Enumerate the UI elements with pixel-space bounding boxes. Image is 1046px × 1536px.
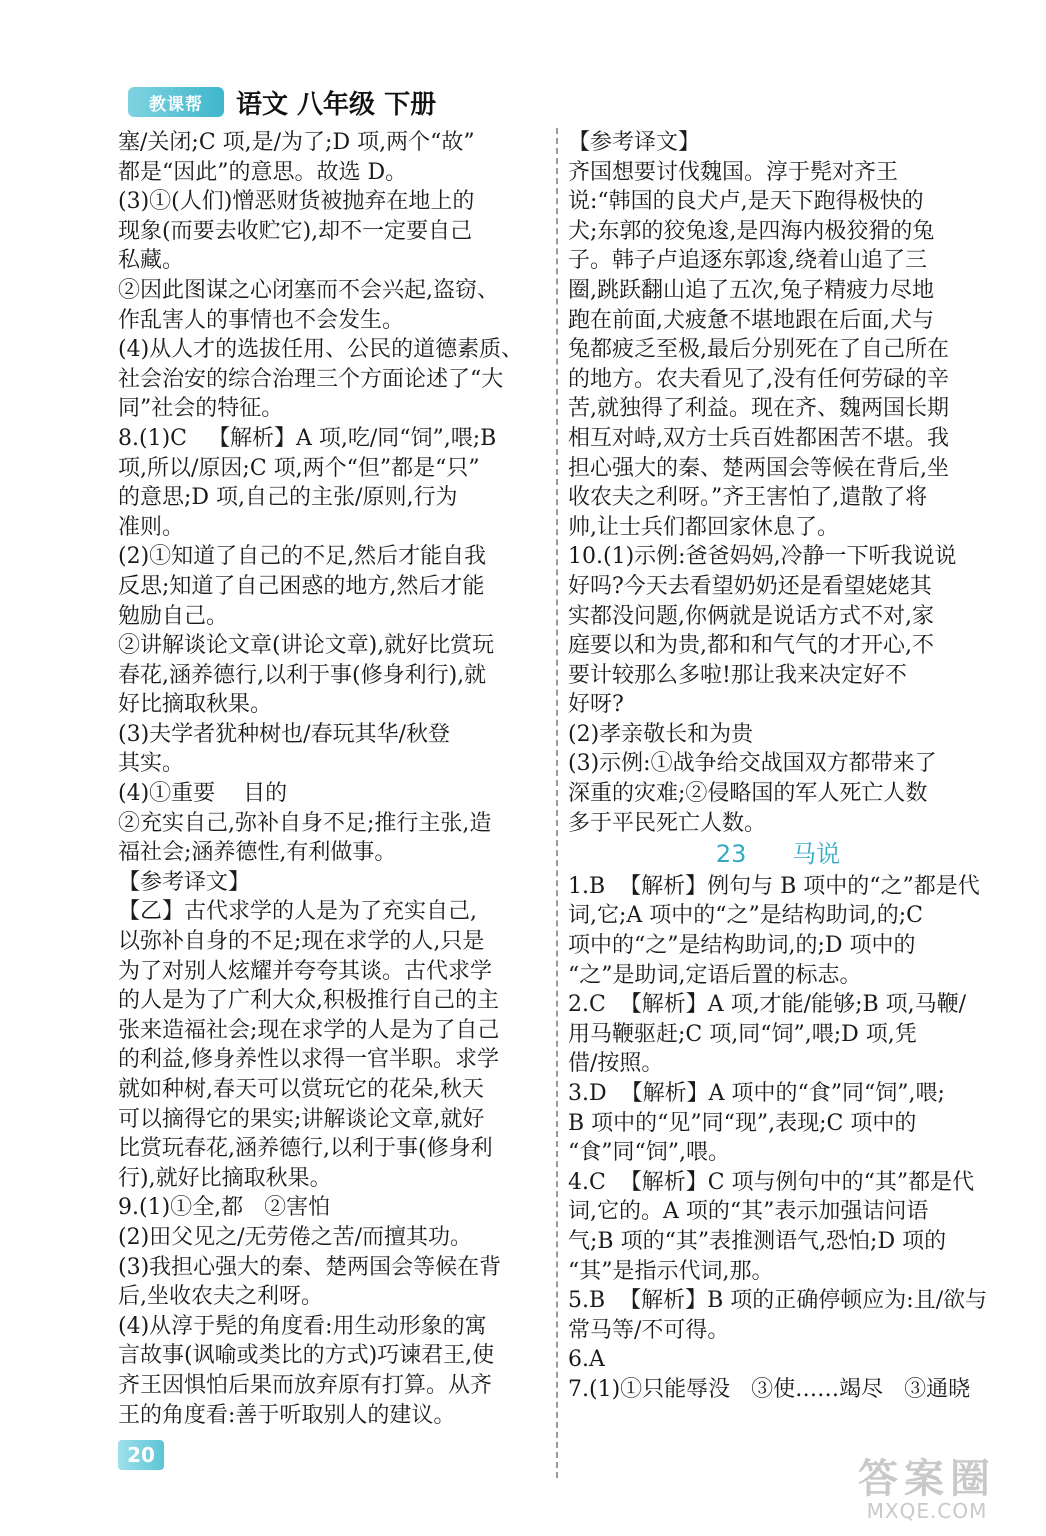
paragraph: (4)从人才的选拔任用、公民的道德素质、 社会治安的综合治理三个方面论述了“大 同”社会的特征。	[118, 337, 524, 422]
reference-translation-heading: 【参考译文】	[568, 130, 701, 155]
paragraph: (2)孝亲敬长和为贵	[568, 721, 754, 747]
paragraph: ②充实自己,弥补自身不足;推行主张,造 福社会;涵养德性,有利做事。	[118, 810, 492, 866]
paragraph: 7.(1)①只能辱没 ③使……竭尽 ③通晓	[568, 1376, 971, 1402]
translation-paragraph: 【乙】古代求学的人是为了充实自己, 以弥补自身的不足;现在求学的人,只是 为了对别人炫耀并夸夸其谈。古代求学 的人是为了广利大众,积极推行自己的主 张来造福社会;现在求学的人是为了自己 的利益,修身养性以求得一官半职。求学 就如种树,春天可以赏玩它的花朵,秋天 可以摘得它的果实;讲解谈论文章,就好 比赏玩春花,涵养德行,以利于事(修身利 行),就好比摘取秋果。	[118, 899, 500, 1191]
paragraph: (4)从淳于髡的角度看:用生动形象的寓 言故事(讽喻或类比的方式)巧谏君王,使 齐王因惧怕后果而放弃原有打算。从齐 王的角度看:善于听取别人的建议。	[118, 1313, 495, 1428]
paragraph: (3)①(人们)憎恶财货被抛弃在地上的 现象(而要去收贮它),却不一定要自己 私藏。	[118, 189, 475, 274]
section-heading	[568, 840, 988, 870]
paragraph: 10.(1)示例:爸爸妈妈,冷静一下听我说说 好吗?今天去看望奶奶还是看望姥姥其 实都没问题,你俩就是说话方式不对,家 庭要以和为贵,都和和气气的才开心,不 要计较那么多啦!那让我来决定好不 好呀?	[568, 544, 957, 718]
right-column	[568, 128, 988, 1405]
translation-paragraph: 齐国想要讨伐魏国。淳于髡对齐王 说:“韩国的良犬卢,是天下跑得极快的 犬;东郭的狡兔逡,是四海内极狡猾的兔 子。韩子卢追逐东郭逡,绕着山追了三 圈,跳跃翻山追了五次,兔子精疲力尽地 跑在前面,犬疲惫不堪地跟在后面,犬与 兔都疲乏至极,最后分别死在了自己所在 的地方。农夫看见了,没有任何劳碌的辛 苦,就独得了利益。现在齐、魏两国长期 相互对峙,双方士兵百姓都困苦不堪。我 担心强大的秦、楚两国会等候在背后,坐 收农夫之利呀。”齐王害怕了,遣散了将 帅,让士兵们都回家休息了。	[568, 159, 949, 540]
paragraph: (2)田父见之/无劳倦之苦/而擅其功。	[118, 1224, 472, 1250]
section-title: 马说	[792, 840, 841, 869]
paragraph: (4)①重要 目的	[118, 781, 288, 807]
paragraph: 1.B 【解析】例句与 B 项中的“之”都是代 词,它;A 项中的“之”是结构助词,的;C 项中的“之”是结构助词,的;D 项中的 “之”是助词,定语后置的标志。	[568, 873, 980, 988]
column-divider	[556, 128, 558, 1478]
brand-logo: 教课帮	[128, 87, 224, 117]
paragraph: (3)夫学者犹种树也/春玩其华/秋登 其实。	[118, 721, 450, 777]
paragraph: 塞/关闭;C 项,是/为了;D 项,两个“故” 都是“因此”的意思。故选 D。	[118, 130, 475, 185]
paragraph: 8.(1)C 【解析】A 项,吃/同“饲”,喂;B 项,所以/原因;C 项,两个“但”都是“只” 的意思;D 项,自己的主张/原则,行为 准则。	[118, 425, 497, 540]
watermark	[838, 1458, 1016, 1528]
reference-translation-heading: 【参考译文】	[118, 869, 251, 895]
page-header	[128, 82, 436, 122]
section-number: 23	[715, 840, 747, 869]
watermark-logo: 答案圈	[858, 1456, 996, 1502]
paragraph: 4.C 【解析】C 项与例句中的“其”都是代 词,它的。A 项的“其”表示加强诘问语 气;B 项的“其”表推测语气,恐怕;D 项的 “其”是指示代词,那。	[568, 1169, 975, 1284]
left-column	[118, 128, 546, 1430]
paragraph: ②因此图谋之心闭塞而不会兴起,盗窃、 作乱害人的事情也不会发生。	[118, 277, 499, 333]
paragraph: 2.C 【解析】A 项,才能/能够;B 项,马鞭/ 用马鞭驱赶;C 项,同“饲”,喂;D 项,凭 借/按照。	[568, 992, 967, 1077]
paragraph: (3)示例:①战争给交战国双方都带来了 深重的灾难;②侵略国的军人死亡人数 多于平民死亡人数。	[568, 751, 937, 836]
book-title: 语文 八年级 下册	[236, 89, 437, 120]
paragraph: 5.B 【解析】B 项的正确停顿应为:且/欲与 常马等/不可得。	[568, 1288, 988, 1343]
paragraph: ②讲解谈论文章(讲论文章),就好比赏玩 春花,涵养德行,以利于事(修身利行),就 好比摘取秋果。	[118, 633, 495, 718]
watermark-url: MXQE.COM	[866, 1499, 988, 1523]
paragraph: (3)我担心强大的秦、楚两国会等候在背 后,坐收农夫之利呀。	[118, 1254, 502, 1310]
page-number: 20	[118, 1440, 164, 1470]
paragraph: 3.D 【解析】A 项中的“食”同“饲”,喂; B 项中的“见”同“现”,表现;C 项中的 “食”同“饲”,喂。	[568, 1081, 945, 1166]
paragraph: 9.(1)①全,都 ②害怕	[118, 1195, 331, 1221]
paragraph: (2)①知道了自己的不足,然后才能自我 反思;知道了自己困惑的地方,然后才能 勉励自己。	[118, 544, 487, 629]
paragraph: 6.A	[568, 1347, 605, 1373]
